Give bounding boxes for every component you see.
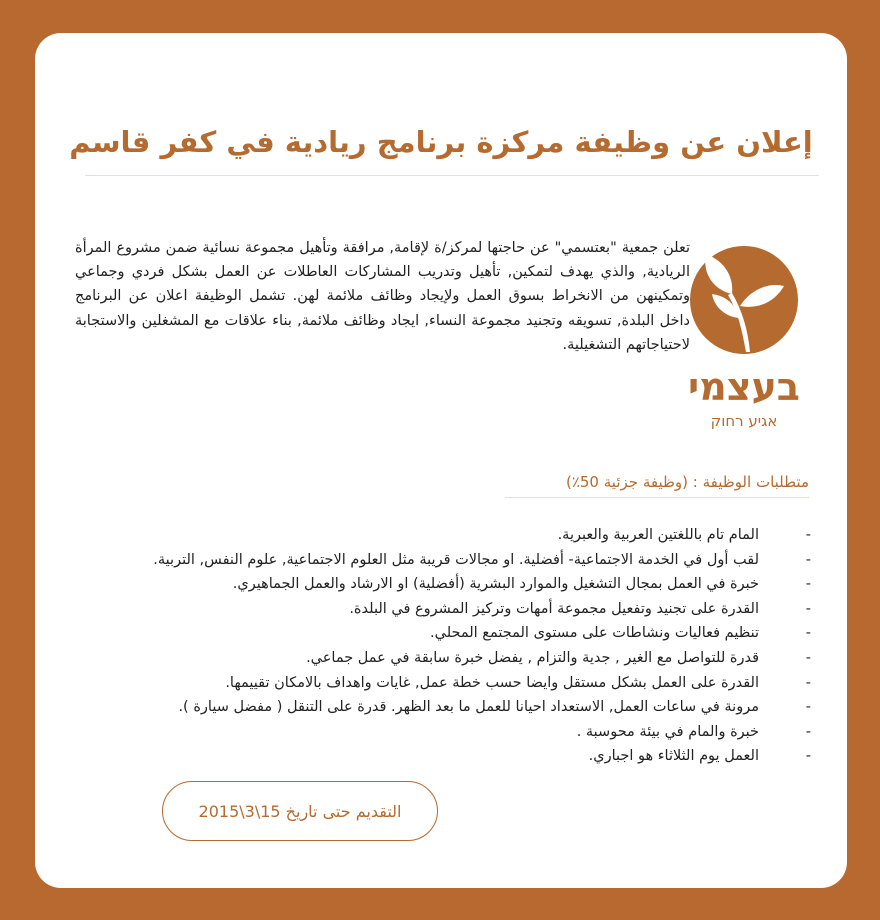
requirement-text: مرونة في ساعات العمل, الاستعداد احيانا للعمل ما بعد الظهر. قدرة على التنقل ( مفضل سيارة ).: [178, 699, 759, 716]
requirements-list: [79, 523, 811, 769]
requirements-title: متطلبات الوظيفة : (وظيفة جزئية 50٪): [505, 473, 809, 498]
intro-paragraph: تعلن جمعية "بعتسمي" عن حاجتها لمركز/ة لإقامة, مرافقة وتأهيل مجموعة نسائية ضمن مشروع المرأة الريادية, والذي يهدف لتمكين, تأهيل وتدريب المشاركات العاطلات عن العمل بشكل فردي وجماعي وتمكينهن من الانخراط بسوق العمل ولإيجاد وظائف ملائمة لهن. تشمل الوظيفة اعلان عن البرنامج داخل البلدة, تسويقه وتجنيد مجموعة النساء, ايجاد وظائف ملائمة, بناء علاقات مع المشغلين والاستجابة لاحتياجاتهم التشغيلية.: [75, 240, 690, 353]
list-item: [79, 744, 811, 769]
bullet-dash: -: [805, 674, 811, 691]
requirement-text: تنظيم فعاليات ونشاطات على مستوى المجتمع المحلي.: [430, 625, 759, 642]
bullet-dash: -: [805, 551, 811, 568]
requirement-text: لقب أول في الخدمة الاجتماعية- أفضلية. او مجالات قريبة مثل العلوم الاجتماعية, علوم النفس, التربية.: [153, 551, 759, 568]
bullet-dash: -: [805, 527, 811, 543]
list-item: [79, 621, 811, 646]
bullet-dash: -: [805, 600, 811, 617]
requirement-text: خبرة والمام في بيئة محوسبة .: [576, 723, 759, 740]
list-item: [79, 671, 811, 696]
organization-logo: [676, 240, 812, 440]
requirement-text: القدرة على تجنيد وتفعيل مجموعة أمهات وتركيز المشروع في البلدة.: [349, 600, 759, 617]
requirement-text: المام تام باللغتين العربية والعبرية.: [557, 527, 759, 543]
bullet-dash: -: [805, 625, 811, 642]
requirement-text: العمل يوم الثلاثاء هو اجباري.: [588, 748, 759, 765]
list-item: [79, 695, 811, 720]
list-item: [79, 646, 811, 671]
list-item: [79, 548, 811, 573]
list-item: [79, 720, 811, 745]
bullet-dash: -: [805, 649, 811, 666]
apply-deadline-badge: التقديم حتى تاريخ 15\3\2015: [162, 781, 438, 841]
bullet-dash: -: [805, 699, 811, 716]
requirement-text: قدرة للتواصل مع الغير , جدية والتزام , يفضل خبرة سابقة في عمل جماعي.: [306, 649, 759, 666]
list-item: [79, 572, 811, 597]
requirement-text: القدرة على العمل بشكل مستقل وايضا حسب خطة عمل, غايات واهداف بالامكان تقييمها.: [225, 674, 759, 691]
list-item: [79, 523, 811, 548]
bullet-dash: -: [805, 748, 811, 765]
title-divider: [85, 175, 819, 176]
requirement-text: خبرة في العمل بمجال التشغيل والموارد البشرية (أفضلية) او الارشاد والعمل الجماهيري.: [232, 576, 759, 593]
announcement-card: [35, 33, 847, 888]
logo-name: בעצמי: [688, 365, 800, 409]
logo-tagline: אגיע רחוק: [710, 412, 778, 430]
page-title: إعلان عن وظيفة مركزة برنامج ريادية في كفر قاسم: [69, 125, 813, 159]
list-item: [79, 597, 811, 622]
bullet-dash: -: [805, 576, 811, 593]
bullet-dash: -: [805, 723, 811, 740]
